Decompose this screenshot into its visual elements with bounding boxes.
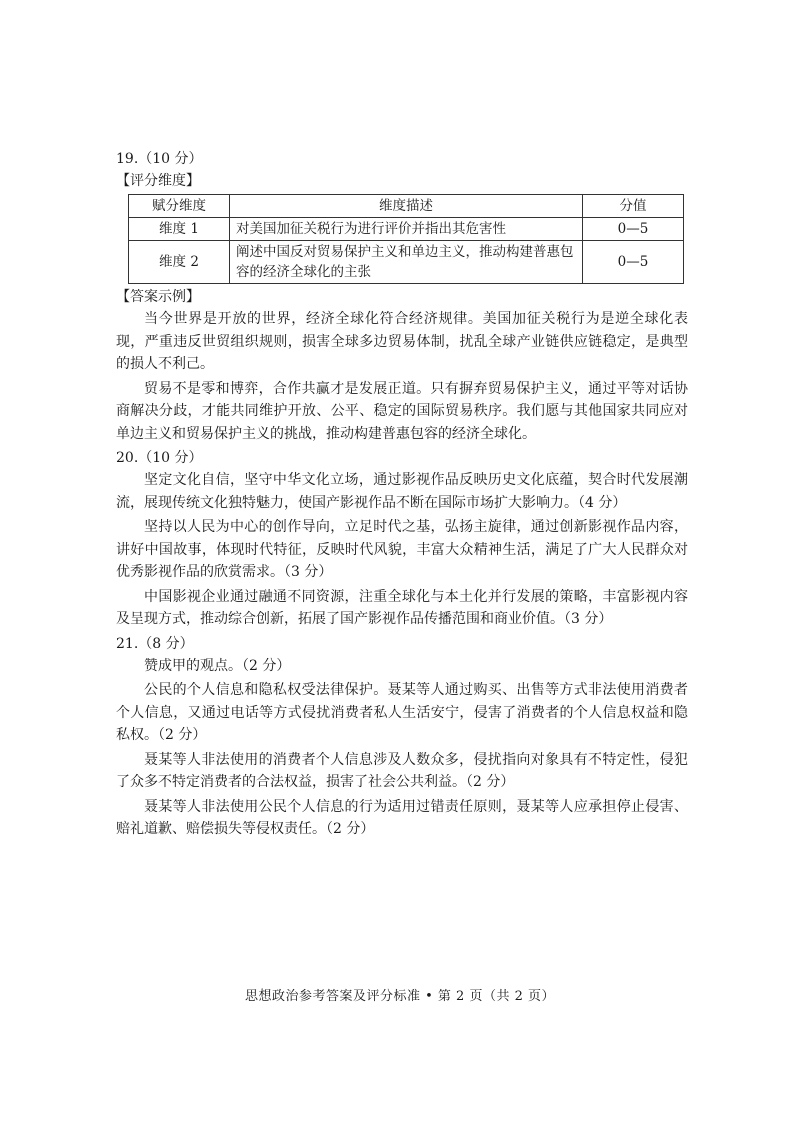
rubric-header-dimension: 赋分维度 (129, 195, 230, 218)
page-footer: 思想政治参考答案及评分标准 • 第 2 页（共 2 页） (244, 989, 555, 1004)
q19-paragraph-1: 当今世界是开放的世界，经济全球化符合经济规律。美国加征关税行为是逆全球化表现，严重违反世贸组织规则，损害全球多边贸易体制，扰乱全球产业链供应链稳定，是典型的损人不利己。 (116, 311, 688, 372)
q20-paragraph-3: 中国影视企业通过融通不同资源，注重全球化与本土化并行发展的策略，丰富影视内容及呈现方式，推动综合创新，拓展了国产影视作品传播范围和商业价值。（3 分） (116, 588, 688, 627)
rubric-dimension: 维度 2 (129, 241, 230, 284)
q21-heading: 21.（8 分） (116, 635, 194, 652)
q19-rubric-tag: 【评分维度】 (116, 173, 200, 189)
q21-paragraph-4: 聂某等人非法使用公民个人信息的行为适用过错责任原则，聂某等人应承担停止侵害、赔礼道歉、赔偿损失等侵权责任。（2 分） (116, 798, 688, 837)
table-row (129, 241, 684, 284)
q19-answer-tag: 【答案示例】 (116, 289, 200, 305)
rubric-description: 对美国加征关税行为进行评价并指出其危害性 (230, 218, 583, 241)
q21-paragraph-2: 公民的个人信息和隐私权受法律保护。聂某等人通过购买、出售等方式非法使用消费者个人信息，又通过电话等方式侵扰消费者私人生活安宁，侵害了消费者的个人信息权益和隐私权。（2 分） (116, 682, 688, 743)
table-row (129, 218, 684, 241)
q20-paragraph-1: 坚定文化自信，坚守中华文化立场，通过影视作品反映历史文化底蕴，契合时代发展潮流，展现传统文化独特魅力，使国产影视作品不断在国际市场扩大影响力。（4 分） (116, 472, 688, 511)
q21-paragraph-3: 聂某等人非法使用的消费者个人信息涉及人数众多，侵扰指向对象具有不特定性，侵犯了众多不特定消费者的合法权益，损害了社会公共利益。（2 分） (116, 751, 688, 790)
rubric-score: 0—5 (583, 241, 684, 284)
rubric-header-score: 分值 (583, 195, 684, 218)
q20-heading: 20.（10 分） (116, 450, 203, 466)
q20-paragraph-2: 坚持以人民为中心的创作导向，立足时代之基，弘扬主旋律，通过创新影视作品内容，讲好中国故事，体现时代特征，反映时代风貌，丰富大众精神生活，满足了广大人民群众对优秀影视作品的欣赏需求。（3 分） (116, 519, 688, 580)
rubric-score: 0—5 (583, 218, 684, 241)
q21-paragraph-1: 赞成甲的观点。（2 分） (144, 657, 291, 674)
rubric-header-description: 维度描述 (230, 195, 583, 218)
rubric-table (128, 194, 684, 284)
answer-page (116, 148, 688, 843)
rubric-header-row (129, 195, 684, 218)
rubric-dimension: 维度 1 (129, 218, 230, 241)
q19-paragraph-2: 贸易不是零和博弈，合作共赢才是发展正道。只有摒弃贸易保护主义，通过平等对话协商解决分歧，才能共同维护开放、公平、稳定的国际贸易秩序。我们愿与其他国家共同应对单边主义和贸易保护主义的挑战，推动构建普惠包容的经济全球化。 (116, 380, 688, 442)
q19-heading: 19.（10 分） (116, 151, 203, 167)
rubric-description: 阐述中国反对贸易保护主义和单边主义，推动构建普惠包容的经济全球化的主张 (230, 241, 583, 284)
